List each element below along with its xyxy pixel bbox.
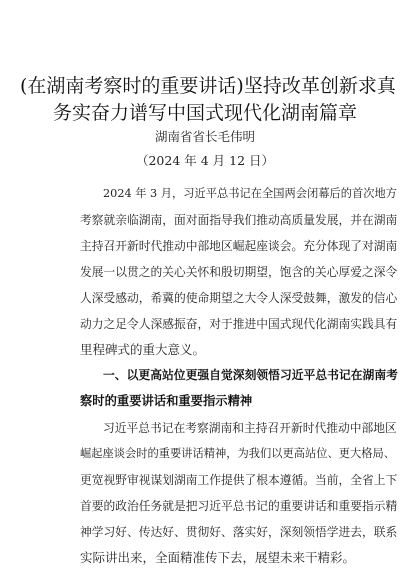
paragraph-2-line-5: 神学习好、传达好、贯彻好、落实好，深刻领悟学进去，联系	[80, 525, 398, 539]
author-line: 湖南省省长毛伟明	[154, 129, 255, 144]
document-title-line-2: 务实奋力谱写中国式现代化湖南篇章	[52, 102, 357, 124]
paragraph-1-line-1: 2024 年 3 月，习近平总书记在全国两会闭幕后的首次地方	[103, 187, 398, 200]
paragraph-2-line-4: 首要的政治任务就是把习近平总书记的重要讲话和重要指示精	[80, 499, 398, 513]
paragraph-1-line-6: 动力之足令人深感振奋，对于推进中国式现代化湖南实践具有	[80, 317, 398, 331]
paragraph-2-line-3: 更宽视野审视谋划湖南工作提供了根本遵循。当前，全省上下	[80, 473, 398, 487]
date-line: （2024 年 4 月 12 日）	[135, 153, 275, 168]
paragraph-2-line-2: 崛起座谈会时的重要讲话精神，为我们以更高站位、更大格局、	[80, 447, 396, 460]
paragraph-1-line-3: 主持召开新时代推动中部地区崛起座谈会。充分体现了对湖南	[80, 239, 398, 253]
paragraph-1-line-4: 发展一以贯之的关心关怀和殷切期望，饱含的关心厚爱之深令	[80, 265, 398, 279]
paragraph-1-line-2: 考察就亲临湖南，面对面指导我们推动高质量发展，并在湖南	[80, 213, 398, 227]
document-title-line-1: (在湖南考察时的重要讲话)坚持改革创新求真	[20, 75, 396, 97]
section-heading-line-1: 一、以更高站位更强自觉深刻领悟习近平总书记在湖南考	[103, 368, 398, 382]
paragraph-2-line-1: 习近平总书记在考察湖南和主持召开新时代推动中部地区	[103, 421, 397, 435]
paragraph-1-line-5: 人深受感动，希冀的使命期望之大令人深受鼓舞，激发的信心	[80, 291, 398, 305]
paragraph-1-line-7: 里程碑式的重大意义。	[80, 342, 206, 357]
paragraph-2-line-6: 实际讲出来，全面精准传下去，展望未来干精彩。	[80, 550, 356, 565]
section-heading-line-2: 察时的重要讲话和重要指示精神	[80, 394, 253, 408]
